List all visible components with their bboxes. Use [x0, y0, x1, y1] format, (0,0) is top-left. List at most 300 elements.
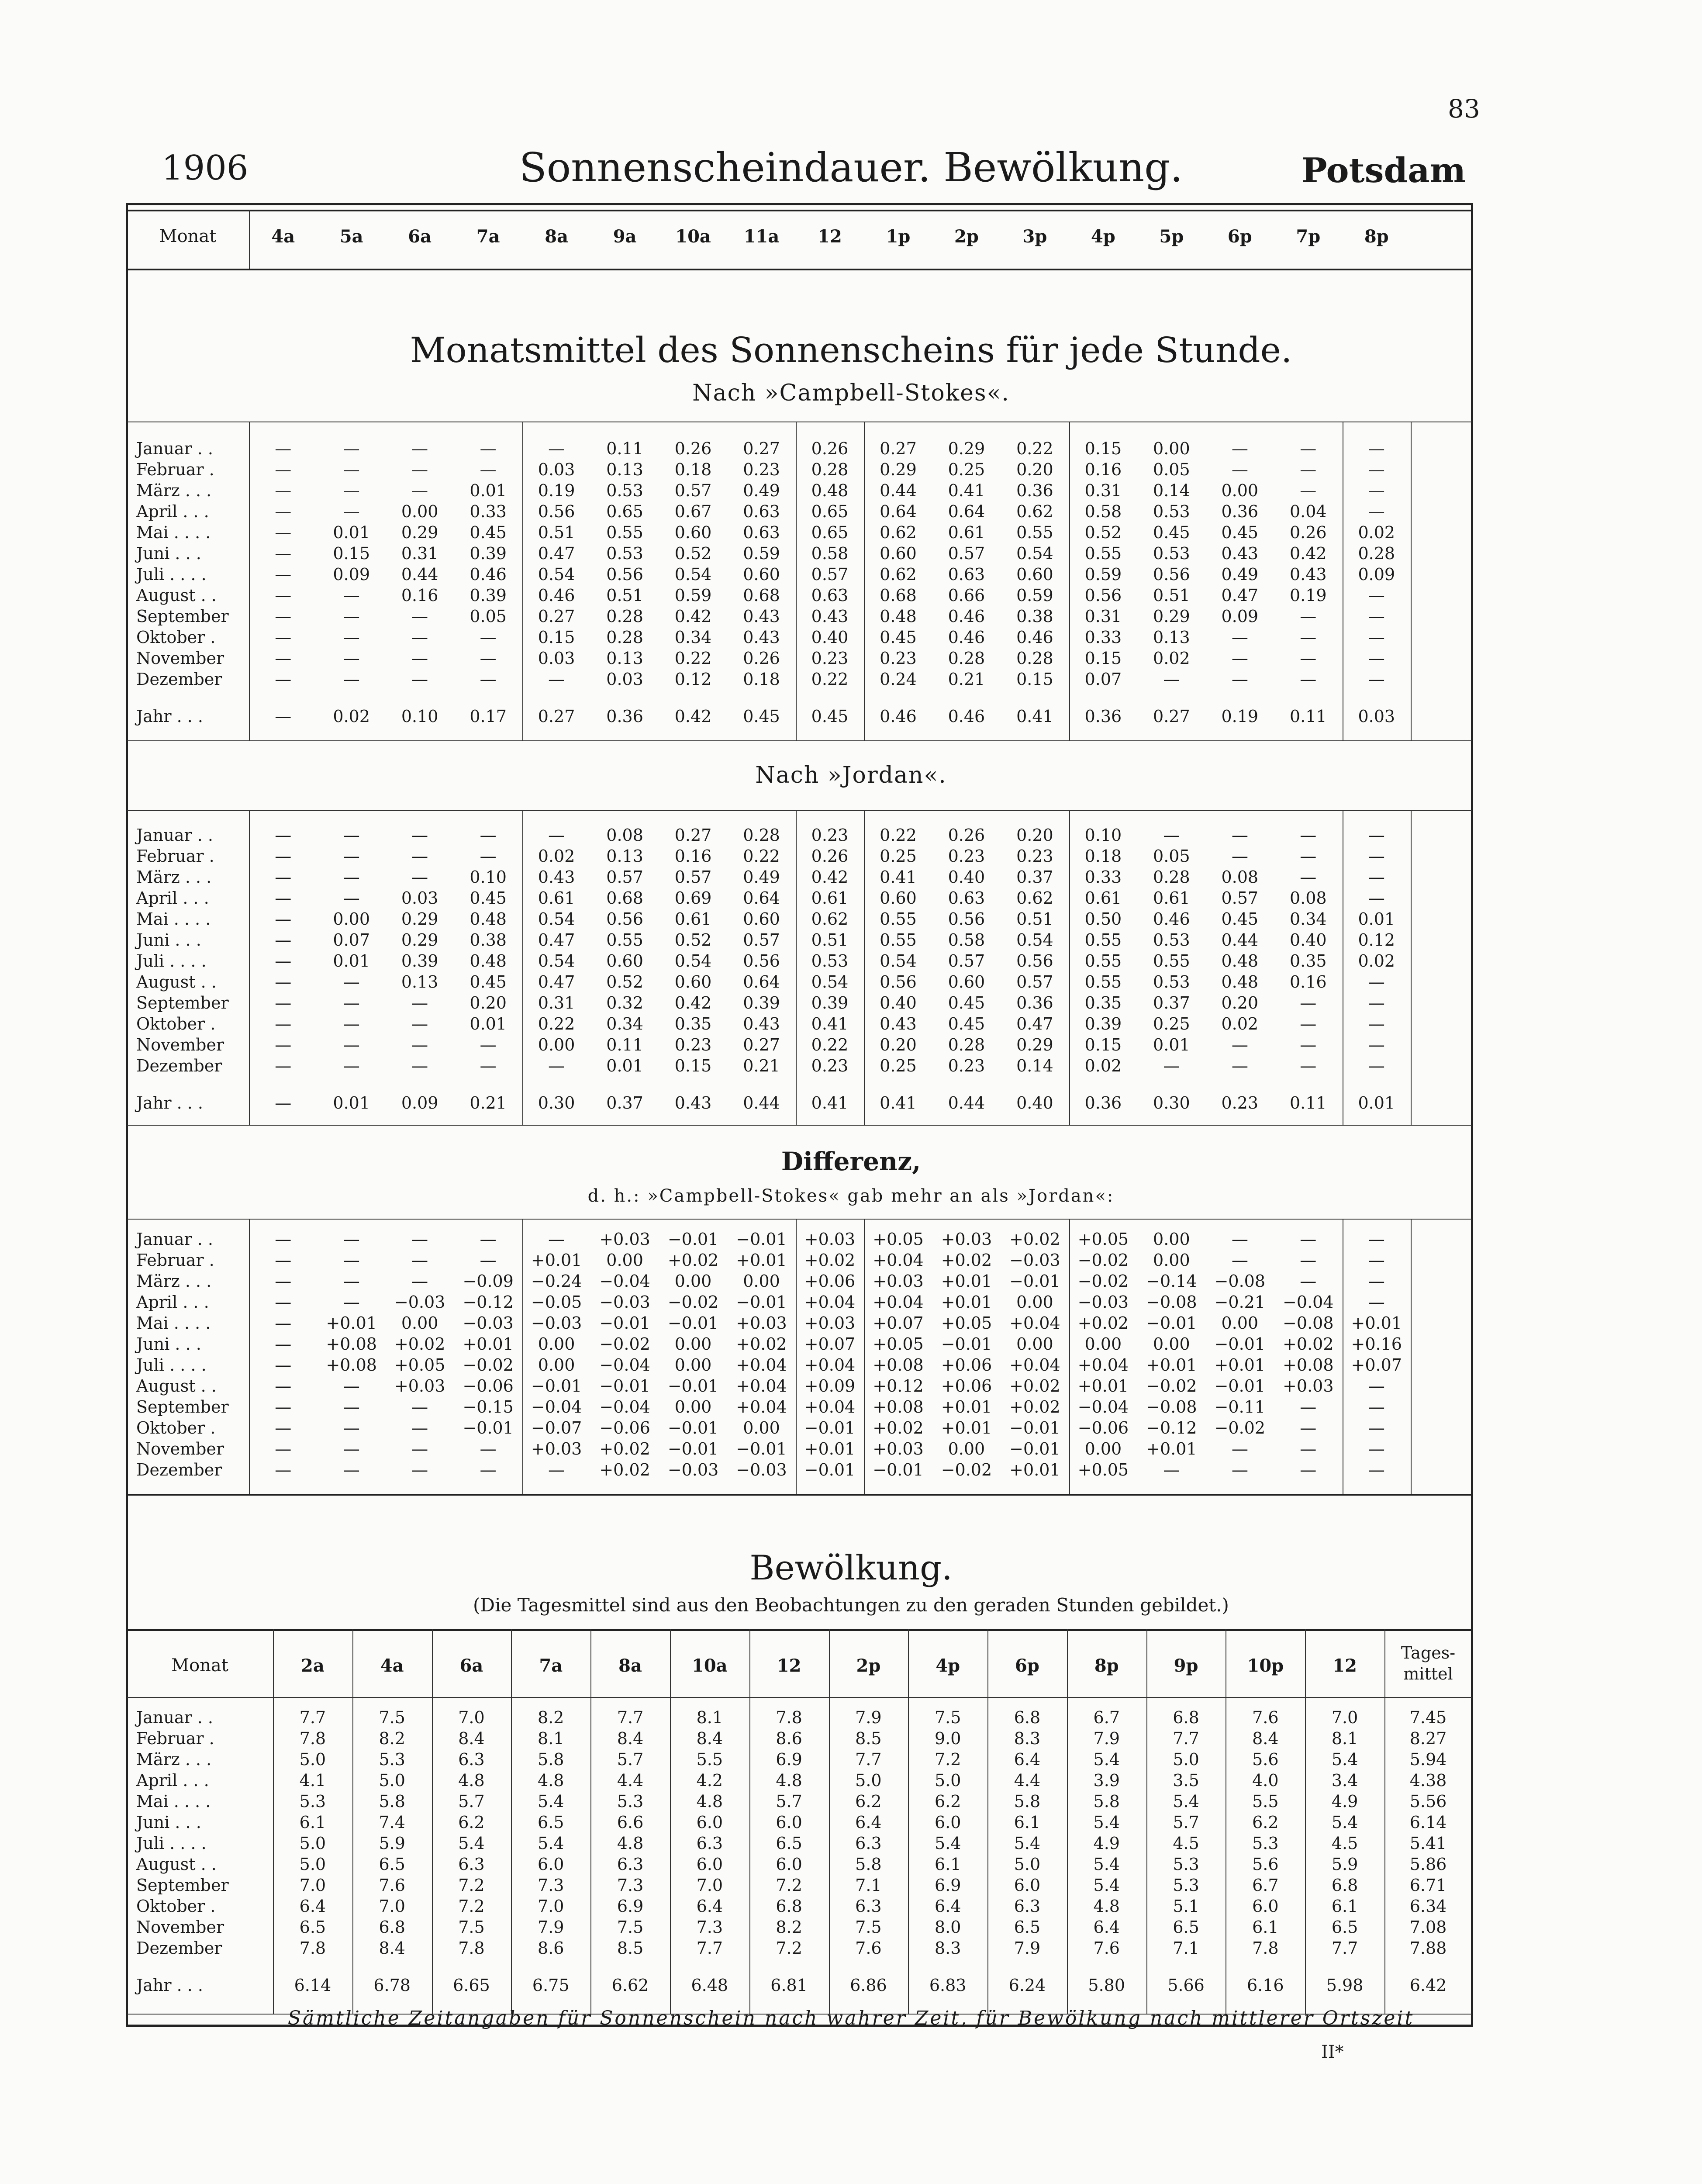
table-cell: 0.34 [606, 1014, 643, 1033]
column-header-hour: 9a [613, 226, 637, 247]
table-cell: 6.81 [770, 1976, 808, 1995]
table-cell: 0.43 [1221, 544, 1259, 563]
table-cell: 0.48 [1221, 972, 1259, 992]
table-cell: +0.07 [1351, 1355, 1402, 1375]
table-cell: 6.3 [696, 1834, 723, 1853]
table-cell: — [275, 1376, 292, 1396]
rule-line [127, 1629, 1472, 1631]
table-cell: 5.4 [1331, 1813, 1358, 1832]
table-cell: — [1300, 993, 1317, 1013]
table-cell: 7.45 [1409, 1708, 1447, 1727]
table-cell: 0.53 [1153, 544, 1190, 563]
table-cell: 0.39 [401, 951, 438, 971]
table-cell: +0.03 [394, 1376, 445, 1396]
table-cell: −0.05 [531, 1292, 582, 1312]
column-header-hour: 8p [1364, 226, 1389, 247]
table-cell: — [275, 1313, 292, 1333]
table-cell: — [275, 1334, 292, 1354]
table-cell: 8.2 [538, 1708, 564, 1727]
table-cell: 0.21 [948, 670, 985, 689]
table-cell: +0.02 [1009, 1376, 1060, 1396]
column-header-hour: 2a [301, 1655, 325, 1676]
table-cell: +0.03 [804, 1313, 856, 1333]
table-cell: — [1231, 1035, 1248, 1054]
table-cell: 0.65 [606, 502, 643, 521]
table-cell: 0.44 [1221, 930, 1259, 950]
table-cell: — [480, 1230, 497, 1249]
row-label: Februar . [136, 847, 214, 866]
table-cell: 0.44 [743, 1093, 780, 1113]
table-cell: 4.5 [1173, 1834, 1199, 1853]
table-cell: 0.46 [538, 586, 575, 605]
table-cell: 0.01 [1358, 909, 1395, 929]
table-cell: 6.71 [1409, 1876, 1447, 1895]
table-cell: +0.01 [463, 1334, 514, 1354]
table-cell: — [1231, 1230, 1248, 1249]
table-cell: +0.02 [599, 1460, 650, 1479]
table-cell: — [1368, 1056, 1385, 1075]
table-cell: — [343, 1376, 360, 1396]
table-cell: 0.02 [1221, 1014, 1259, 1033]
column-header-hour: 10p [1247, 1655, 1284, 1676]
table-cell: — [343, 1035, 360, 1054]
table-cell: 0.15 [1084, 1035, 1122, 1054]
table-cell: 0.38 [470, 930, 507, 950]
table-cell: +0.09 [804, 1376, 856, 1396]
table-cell: 0.13 [606, 649, 643, 668]
table-cell: −0.01 [804, 1418, 856, 1438]
table-cell: 0.25 [1153, 1014, 1190, 1033]
row-label: Februar . [136, 1251, 214, 1270]
table-cell: 6.3 [1014, 1897, 1041, 1916]
table-cell: 0.54 [1016, 930, 1053, 950]
table-cell: 0.45 [470, 523, 507, 542]
row-label: Januar . . [136, 1230, 213, 1249]
table-cell: 0.22 [1016, 439, 1053, 458]
table-cell: — [1368, 628, 1385, 647]
table-cell: 8.0 [934, 1918, 961, 1937]
table-cell: 0.23 [674, 1035, 712, 1054]
table-cell: 0.00 [1153, 439, 1190, 458]
table-cell: 0.31 [538, 993, 575, 1013]
table-cell: — [1300, 1056, 1317, 1075]
table-cell: — [275, 930, 292, 950]
table-cell: +0.01 [531, 1251, 582, 1270]
table-cell: +0.06 [941, 1376, 992, 1396]
table-cell: — [411, 1230, 428, 1249]
row-label: November [136, 1918, 224, 1937]
table-cell: — [1368, 1251, 1385, 1270]
table-cell: 0.56 [1016, 951, 1053, 971]
table-cell: 0.00 [743, 1418, 780, 1438]
table-cell: 0.54 [1016, 544, 1053, 563]
table-cell: 0.27 [538, 707, 575, 726]
table-cell: 4.2 [696, 1771, 723, 1790]
table-cell: — [275, 1460, 292, 1479]
table-cell: 0.41 [811, 1014, 849, 1033]
table-cell: — [548, 439, 565, 458]
column-header-hour: 2p [954, 226, 979, 247]
table-cell: 7.7 [855, 1750, 882, 1769]
table-cell: +0.02 [599, 1439, 650, 1458]
table-cell: 6.0 [934, 1813, 961, 1832]
table-cell: 5.8 [1093, 1792, 1120, 1811]
table-cell: −0.01 [1146, 1313, 1197, 1333]
table-cell: 0.52 [674, 930, 712, 950]
row-label: September [136, 993, 229, 1013]
row-label: August . . [136, 1855, 217, 1874]
table-cell: — [1300, 670, 1317, 689]
table-cell: 6.2 [458, 1813, 485, 1832]
table-cell: −0.03 [394, 1292, 445, 1312]
table-cell: — [480, 847, 497, 866]
table-cell: 9.0 [934, 1729, 961, 1748]
table-cell: — [1231, 649, 1248, 668]
table-cell: — [275, 707, 292, 726]
table-cell: 0.28 [948, 1035, 985, 1054]
table-cell: −0.04 [599, 1355, 650, 1375]
table-cell: 0.53 [606, 481, 643, 500]
column-header-hour: 4p [936, 1655, 960, 1676]
table-cell: 6.9 [776, 1750, 802, 1769]
table-cell: +0.08 [326, 1334, 377, 1354]
table-cell: 0.60 [674, 523, 712, 542]
table-cell: +0.03 [736, 1313, 787, 1333]
table-cell: 6.7 [1093, 1708, 1120, 1727]
table-cell: 6.4 [1093, 1918, 1120, 1937]
table-cell: 0.45 [948, 993, 985, 1013]
table-cell: 4.4 [1014, 1771, 1041, 1790]
table-cell: 0.57 [743, 930, 780, 950]
table-cell: +0.12 [873, 1376, 924, 1396]
table-cell: — [275, 481, 292, 500]
table-cell: — [1368, 1439, 1385, 1458]
table-cell: — [411, 607, 428, 626]
table-cell: 0.47 [538, 544, 575, 563]
table-cell: — [1231, 847, 1248, 866]
table-cell: 0.46 [1153, 909, 1190, 929]
table-cell: 6.34 [1409, 1897, 1447, 1916]
table-cell: +0.04 [1009, 1355, 1060, 1375]
table-cell: 0.01 [333, 951, 370, 971]
table-cell: 7.3 [617, 1876, 644, 1895]
table-cell: — [1300, 867, 1317, 887]
table-cell: 7.7 [696, 1939, 723, 1958]
table-cell: 7.2 [776, 1876, 802, 1895]
table-cell: 0.49 [743, 481, 780, 500]
table-cell: 0.02 [333, 707, 370, 726]
table-cell: 0.01 [470, 1014, 507, 1033]
table-cell: 0.25 [880, 1056, 917, 1075]
table-cell: 0.29 [401, 523, 438, 542]
table-cell: — [411, 439, 428, 458]
column-header-hour: 12 [818, 226, 842, 247]
table-cell: −0.21 [1214, 1292, 1266, 1312]
table-cell: 0.56 [743, 951, 780, 971]
table-cell: 0.12 [1358, 930, 1395, 950]
row-label: Juni . . . [136, 1813, 201, 1832]
table-cell: 5.3 [617, 1792, 644, 1811]
table-cell: — [1300, 1251, 1317, 1270]
table-cell: 0.29 [880, 460, 917, 479]
table-cell: 0.16 [1289, 972, 1327, 992]
table-cell: 7.6 [379, 1876, 405, 1895]
rule-line [127, 210, 1472, 211]
table-cell: +0.02 [394, 1334, 445, 1354]
table-cell: 5.3 [1173, 1855, 1199, 1874]
table-cell: 6.75 [532, 1976, 570, 1995]
table-cell: −0.01 [667, 1230, 719, 1249]
table-cell: — [275, 1272, 292, 1291]
table-cell: 0.43 [538, 867, 575, 887]
column-header-hour: 4p [1091, 226, 1115, 247]
table-cell: 0.64 [880, 502, 917, 521]
table-cell: 7.5 [458, 1918, 485, 1937]
table-cell: −0.07 [531, 1418, 582, 1438]
table-cell: 0.36 [1016, 993, 1053, 1013]
table-cell: 0.00 [1221, 481, 1259, 500]
table-cell: 7.4 [379, 1813, 405, 1832]
table-cell: — [411, 1035, 428, 1054]
table-cell: 0.39 [743, 993, 780, 1013]
table-cell: 0.50 [1084, 909, 1122, 929]
table-cell: — [1300, 628, 1317, 647]
table-cell: 0.53 [1153, 972, 1190, 992]
table-cell: 6.8 [1173, 1708, 1199, 1727]
table-cell: — [1300, 1460, 1317, 1479]
row-label: April . . . [136, 888, 209, 908]
sunshine-title: Monatsmittel des Sonnenscheins für jede Stunde. [410, 330, 1292, 370]
table-cell: — [343, 586, 360, 605]
table-cell: +0.01 [941, 1397, 992, 1417]
table-cell: +0.08 [873, 1355, 924, 1375]
row-label: August . . [136, 1376, 217, 1396]
table-cell: 0.54 [674, 951, 712, 971]
table-cell: 0.36 [1084, 1093, 1122, 1113]
table-cell: 0.42 [811, 867, 849, 887]
table-cell: −0.01 [736, 1439, 787, 1458]
table-cell: 0.03 [538, 460, 575, 479]
table-cell: 0.53 [1153, 502, 1190, 521]
table-cell: — [1231, 670, 1248, 689]
table-cell: — [343, 481, 360, 500]
table-cell: 0.56 [538, 502, 575, 521]
table-cell: 6.7 [1252, 1876, 1279, 1895]
table-cell: — [275, 1397, 292, 1417]
table-cell: — [275, 586, 292, 605]
table-cell: 0.40 [1289, 930, 1327, 950]
table-cell: 0.28 [1358, 544, 1395, 563]
table-cell: 0.42 [674, 993, 712, 1013]
rule-line [127, 810, 1472, 811]
table-cell: — [343, 972, 360, 992]
table-cell: 0.10 [1084, 826, 1122, 845]
table-cell: +0.01 [1146, 1355, 1197, 1375]
table-cell: +0.01 [941, 1292, 992, 1312]
table-cell: 0.43 [674, 1093, 712, 1113]
table-cell: — [1368, 586, 1385, 605]
table-cell: 0.02 [1358, 951, 1395, 971]
table-cell: −0.03 [736, 1460, 787, 1479]
table-cell: 0.00 [538, 1035, 575, 1054]
table-cell: — [1231, 439, 1248, 458]
table-cell: — [1368, 826, 1385, 845]
table-cell: 0.36 [1221, 502, 1259, 521]
table-cell: 0.48 [470, 909, 507, 929]
table-cell: 0.03 [606, 670, 643, 689]
table-cell: 0.45 [880, 628, 917, 647]
table-cell: −0.01 [531, 1376, 582, 1396]
table-cell: 0.39 [470, 586, 507, 605]
table-cell: — [1300, 1439, 1317, 1458]
table-cell: — [343, 1292, 360, 1312]
table-cell: −0.04 [599, 1397, 650, 1417]
table-cell: 0.23 [811, 1056, 849, 1075]
table-cell: 5.1 [1173, 1897, 1199, 1916]
table-cell: 0.22 [743, 847, 780, 866]
table-cell: — [411, 993, 428, 1013]
table-cell: 6.0 [696, 1855, 723, 1874]
table-cell: — [275, 909, 292, 929]
table-cell: 0.41 [880, 867, 917, 887]
table-cell: +0.02 [1009, 1397, 1060, 1417]
table-cell: 0.62 [880, 523, 917, 542]
table-cell: 0.00 [1221, 1313, 1259, 1333]
column-header-hour: 6p [1227, 226, 1252, 247]
table-cell: 0.55 [606, 930, 643, 950]
table-cell: — [1300, 1230, 1317, 1249]
table-cell: 5.4 [1014, 1834, 1041, 1853]
column-header-hour: 4a [271, 226, 295, 247]
table-cell: 0.38 [1016, 607, 1053, 626]
row-label: September [136, 607, 229, 626]
table-cell: 6.8 [776, 1897, 802, 1916]
page-number: 83 [1448, 94, 1480, 124]
table-cell: 0.11 [606, 1035, 643, 1054]
table-cell: 5.80 [1088, 1976, 1125, 1995]
row-label: April . . . [136, 1292, 209, 1312]
table-cell: — [1300, 1272, 1317, 1291]
table-cell: — [275, 1093, 292, 1113]
table-cell: 0.36 [606, 707, 643, 726]
table-cell: 4.8 [776, 1771, 802, 1790]
table-cell: 5.4 [1093, 1750, 1120, 1769]
table-cell: 8.5 [855, 1729, 882, 1748]
table-cell: — [1368, 1292, 1385, 1312]
table-cell: −0.01 [1214, 1376, 1266, 1396]
table-cell: 5.0 [299, 1750, 326, 1769]
row-label: April . . . [136, 1771, 209, 1790]
row-label: August . . [136, 586, 217, 605]
table-cell: — [1368, 1418, 1385, 1438]
table-cell: 0.43 [880, 1014, 917, 1033]
column-header-hour: 9p [1174, 1655, 1198, 1676]
table-cell: 0.63 [948, 565, 985, 584]
table-cell: 0.39 [470, 544, 507, 563]
table-cell: — [343, 888, 360, 908]
table-cell: 6.5 [1014, 1918, 1041, 1937]
table-cell: 0.16 [1084, 460, 1122, 479]
table-cell: 7.2 [458, 1897, 485, 1916]
row-label: Juni . . . [136, 930, 201, 950]
row-label: Februar . [136, 460, 214, 479]
table-cell: 0.24 [880, 670, 917, 689]
table-cell: 0.35 [1084, 993, 1122, 1013]
table-cell: 0.05 [1153, 460, 1190, 479]
jordan-title: Nach »Jordan«. [755, 762, 947, 788]
table-cell: 0.68 [743, 586, 780, 605]
table-cell: 0.18 [674, 460, 712, 479]
table-cell: — [275, 649, 292, 668]
table-cell: 0.45 [470, 972, 507, 992]
table-cell: 0.43 [743, 1014, 780, 1033]
table-cell: 0.54 [880, 951, 917, 971]
table-cell: — [411, 1056, 428, 1075]
row-label: Juni . . . [136, 544, 201, 563]
table-cell: 0.44 [880, 481, 917, 500]
table-cell: 8.2 [776, 1918, 802, 1937]
table-cell: +0.04 [804, 1397, 856, 1417]
table-cell: +0.05 [1077, 1460, 1129, 1479]
table-cell: 0.26 [743, 649, 780, 668]
table-cell: 0.28 [811, 460, 849, 479]
table-cell: 5.9 [379, 1834, 405, 1853]
table-cell: 0.39 [1084, 1014, 1122, 1033]
table-cell: 6.5 [1331, 1918, 1358, 1937]
table-cell: 5.4 [1331, 1750, 1358, 1769]
table-cell: 0.00 [1153, 1251, 1190, 1270]
table-cell: 0.27 [674, 826, 712, 845]
table-cell: 0.53 [1153, 930, 1190, 950]
table-cell: 0.00 [538, 1355, 575, 1375]
table-cell: 0.29 [948, 439, 985, 458]
table-cell: +0.07 [804, 1334, 856, 1354]
row-label: Oktober . [136, 1418, 216, 1438]
table-cell: 7.0 [458, 1708, 485, 1727]
table-cell: — [343, 1439, 360, 1458]
table-cell: — [1368, 607, 1385, 626]
table-cell: 0.17 [470, 707, 507, 726]
table-cell: +0.01 [1009, 1460, 1060, 1479]
table-cell: 0.45 [811, 707, 849, 726]
table-cell: 0.15 [1084, 439, 1122, 458]
table-cell: — [411, 1251, 428, 1270]
table-cell: −0.01 [873, 1460, 924, 1479]
table-cell: 0.49 [743, 867, 780, 887]
table-cell: 6.0 [1252, 1897, 1279, 1916]
rule-line [127, 1219, 1472, 1220]
table-cell: 8.3 [934, 1939, 961, 1958]
table-cell: 0.44 [948, 1093, 985, 1113]
table-cell: — [275, 1355, 292, 1375]
table-cell: 0.00 [674, 1272, 712, 1291]
table-cell: — [1368, 1376, 1385, 1396]
table-cell: 0.09 [333, 565, 370, 584]
table-cell: +0.08 [873, 1397, 924, 1417]
table-cell: — [1368, 1230, 1385, 1249]
table-cell: 6.3 [855, 1897, 882, 1916]
table-cell: +0.04 [736, 1397, 787, 1417]
table-cell: 6.4 [299, 1897, 326, 1916]
table-cell: — [1368, 1014, 1385, 1033]
table-cell: — [548, 826, 565, 845]
table-cell: — [548, 670, 565, 689]
table-cell: — [1231, 826, 1248, 845]
table-cell: −0.08 [1146, 1292, 1197, 1312]
table-cell: 0.57 [1016, 972, 1053, 992]
table-cell: 0.11 [1289, 707, 1327, 726]
table-cell: 5.7 [458, 1792, 485, 1811]
